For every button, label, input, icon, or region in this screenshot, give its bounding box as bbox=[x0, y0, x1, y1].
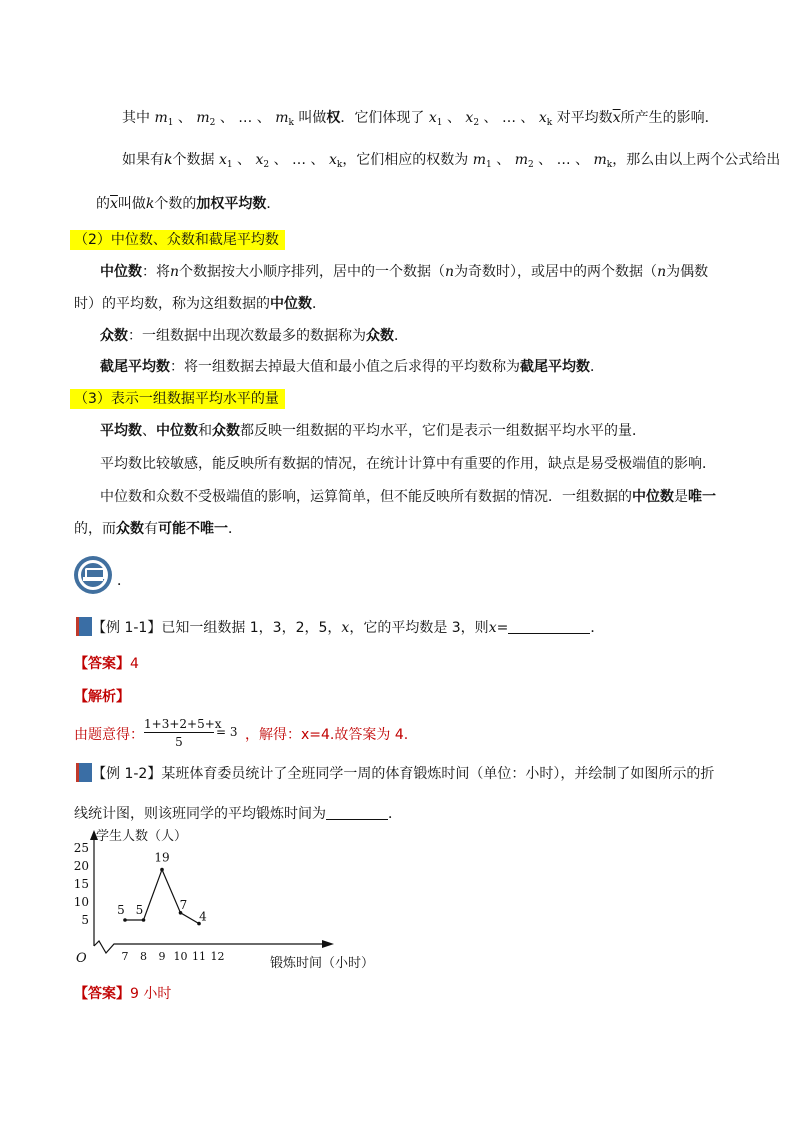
analysis-label: 【解析】 bbox=[74, 689, 130, 705]
text: ． bbox=[312, 296, 326, 312]
weights-paragraph bbox=[122, 109, 719, 132]
var-mk: $m_k$ bbox=[275, 110, 294, 128]
y-axis-title: 学生人数（人） bbox=[96, 829, 188, 844]
term-weighted-mean: 加权平均数 bbox=[196, 196, 267, 212]
example-1-1-question bbox=[92, 619, 604, 637]
example-1-2-question bbox=[92, 765, 714, 783]
var-x: x bbox=[341, 620, 350, 636]
data-label: 5 bbox=[135, 903, 144, 917]
ellipsis: … bbox=[556, 152, 571, 168]
text: ．它们体现了 bbox=[340, 110, 425, 126]
fraction-denominator: 5 bbox=[175, 735, 183, 749]
y-tick-label: 20 bbox=[73, 859, 89, 873]
text: 为奇数时），或居中的两个数据（ bbox=[454, 264, 658, 280]
text: ：将一组数据去掉最大值和最小值之后求得的平均数称为 bbox=[170, 359, 520, 375]
var-k: k bbox=[164, 152, 173, 168]
text: 为偶数 bbox=[666, 264, 709, 280]
x-tick-label: 12 bbox=[210, 950, 225, 963]
text: 对平均数 bbox=[556, 110, 613, 126]
k-data-paragraph bbox=[122, 151, 780, 174]
data-label: 4 bbox=[199, 909, 207, 924]
chart-marks bbox=[117, 851, 207, 926]
term: 可能不唯一 bbox=[158, 521, 228, 537]
term: 截尾平均数 bbox=[100, 359, 170, 375]
chart-axes bbox=[74, 828, 374, 971]
answer-value: 9 小时 bbox=[130, 986, 172, 1002]
sep: 、 bbox=[273, 152, 288, 168]
text: 都反映一组数据的平均水平，它们是表示一组数据平均水平的量． bbox=[240, 423, 646, 439]
var-xbar: $\overline{x}$ bbox=[110, 196, 118, 212]
sep: 、 bbox=[237, 152, 252, 168]
text: ． bbox=[388, 806, 402, 822]
term: 众数 bbox=[116, 521, 144, 537]
data-point bbox=[123, 918, 127, 922]
text: ． bbox=[590, 359, 604, 375]
text: ． bbox=[228, 521, 242, 537]
term: 中位数 bbox=[270, 296, 312, 312]
text: 个数的 bbox=[154, 196, 197, 212]
solution-fraction bbox=[144, 716, 222, 751]
var-xk: $x_k$ bbox=[328, 152, 343, 170]
var-xbar: $\overline{x}$ bbox=[612, 110, 621, 126]
icon-dot: ． bbox=[117, 573, 131, 589]
sep: 、 bbox=[446, 110, 461, 126]
text: ． bbox=[394, 328, 408, 344]
term-weight: 权 bbox=[326, 110, 341, 126]
example-1-2-question-cont bbox=[74, 805, 402, 823]
y-tick-label: 10 bbox=[73, 895, 89, 909]
summary-paragraph bbox=[100, 422, 646, 440]
var-x1: $x_1$ bbox=[218, 152, 233, 170]
median-mode-paragraph-cont bbox=[74, 520, 242, 538]
text: 是 bbox=[674, 489, 688, 505]
example-section-icon bbox=[74, 556, 112, 594]
text: 叫做 bbox=[298, 110, 327, 126]
data-point bbox=[142, 918, 146, 922]
var-m1: $m_1$ bbox=[472, 152, 492, 170]
text: 中位数和众数不受极端值的影响，运算简单，但不能反映所有数据的情况．一组数据的 bbox=[100, 489, 632, 505]
x-axis-line bbox=[94, 941, 324, 953]
answer-value: 4 bbox=[130, 656, 139, 672]
sep: 、 bbox=[575, 152, 590, 168]
book-icon bbox=[76, 763, 92, 782]
var-x: x bbox=[488, 620, 497, 636]
answer-label: 【答案】 bbox=[74, 656, 130, 672]
sep: 、 bbox=[520, 110, 535, 126]
text: ：将 bbox=[142, 264, 170, 280]
data-point bbox=[160, 868, 164, 872]
term: 平均数 bbox=[100, 423, 142, 439]
y-tick-label: 25 bbox=[73, 841, 89, 855]
median-definition-cont bbox=[74, 295, 326, 313]
var-mk: $m_k$ bbox=[593, 152, 613, 170]
text: 有 bbox=[144, 521, 158, 537]
text: ，它们相应的权数为 bbox=[342, 152, 469, 168]
term: 众数 bbox=[212, 423, 240, 439]
example-1-1-answer bbox=[74, 655, 139, 673]
text: 某班体育委员统计了全班同学一周的体育锻炼时间（单位：小时），并绘制了如图所示的折 bbox=[161, 766, 715, 782]
y-tick-label: 15 bbox=[73, 877, 89, 891]
ellipsis: … bbox=[501, 110, 516, 126]
x-tick-label: 10 bbox=[173, 950, 188, 963]
sep: 、 bbox=[538, 152, 553, 168]
sep: 、 bbox=[496, 152, 511, 168]
text: ． bbox=[590, 620, 605, 636]
median-definition bbox=[100, 263, 708, 281]
line-chart bbox=[66, 826, 396, 976]
weighted-mean-line bbox=[96, 195, 280, 213]
ellipsis: … bbox=[292, 152, 307, 168]
data-label: 5 bbox=[117, 903, 125, 917]
text: 所产生的影响． bbox=[620, 110, 719, 126]
var-x1: $x_1$ bbox=[428, 110, 443, 128]
var-x2: $x_2$ bbox=[465, 110, 480, 128]
text: 个数据按大小顺序排列，居中的一个数据（ bbox=[179, 264, 446, 280]
y-tick-label: 5 bbox=[81, 913, 89, 927]
x-axis-arrow bbox=[322, 940, 334, 948]
text: 如果有 bbox=[122, 152, 164, 168]
text: = bbox=[496, 620, 509, 636]
text: ，它的平均数是 3，则 bbox=[349, 620, 489, 636]
trimmed-mean-definition bbox=[100, 358, 604, 376]
var-n: n bbox=[170, 264, 180, 280]
section-2-heading: （2）中位数、众数和截尾平均数 bbox=[70, 230, 285, 250]
var-m1: $m_1$ bbox=[154, 110, 174, 128]
answer-label: 【答案】 bbox=[74, 986, 130, 1002]
origin-label: O bbox=[76, 951, 87, 966]
answer-blank bbox=[326, 805, 388, 820]
section-3-heading: （3）表示一组数据平均水平的量 bbox=[70, 389, 285, 409]
mean-paragraph: 平均数比较敏感，能反映所有数据的情况，在统计计算中有重要的作用，缺点是易受极端值的影响． bbox=[100, 456, 716, 472]
var-x2: $x_2$ bbox=[255, 152, 270, 170]
text: 时）的平均数，称为这组数据的 bbox=[74, 296, 270, 312]
fraction-numerator: 1+3+2+5+x bbox=[144, 717, 222, 731]
data-label: 19 bbox=[154, 850, 170, 865]
var-n: n bbox=[657, 264, 667, 280]
answer-blank bbox=[508, 619, 590, 634]
text: 的 bbox=[96, 196, 110, 212]
var-m2: $m_2$ bbox=[196, 110, 216, 128]
x-tick-label: 8 bbox=[140, 950, 147, 963]
x-axis-title: 锻炼时间（小时） bbox=[270, 956, 375, 971]
sep: 、 bbox=[483, 110, 498, 126]
fraction-equals: = 3 bbox=[216, 725, 238, 739]
example-1-2-answer bbox=[74, 985, 171, 1003]
text: ：一组数据中出现次数最多的数据称为 bbox=[128, 328, 366, 344]
text: 个数据 bbox=[172, 152, 215, 168]
term: 中位数 bbox=[156, 423, 198, 439]
text: 已知一组数据 1，3，2，5， bbox=[161, 620, 342, 636]
example-label: 【例 1-2】 bbox=[92, 766, 162, 782]
var-xk: $x_k$ bbox=[538, 110, 553, 128]
solution-prefix: 由题意得： bbox=[74, 727, 144, 743]
text: ，那么由以上两个公式给出 bbox=[612, 152, 781, 168]
median-mode-paragraph bbox=[100, 488, 716, 506]
term: 唯一 bbox=[688, 489, 716, 505]
mode-definition bbox=[100, 327, 408, 345]
term: 中位数 bbox=[100, 264, 142, 280]
text: 和 bbox=[198, 423, 212, 439]
solution-suffix: ，解得：x=4.故答案为 4. bbox=[245, 727, 409, 743]
term: 中位数 bbox=[632, 489, 674, 505]
x-tick-label: 7 bbox=[121, 950, 129, 963]
sep: 、 bbox=[310, 152, 325, 168]
var-k: k bbox=[145, 196, 155, 212]
sep: 、 bbox=[177, 110, 192, 126]
term: 众数 bbox=[366, 328, 394, 344]
text: 其中 bbox=[122, 110, 150, 126]
text: ． bbox=[266, 196, 281, 212]
var-m2: $m_2$ bbox=[514, 152, 534, 170]
sep: 、 bbox=[219, 110, 234, 126]
book-icon bbox=[76, 617, 92, 636]
text: 、 bbox=[142, 423, 156, 439]
example-label: 【例 1-1】 bbox=[92, 620, 162, 636]
x-tick-label: 9 bbox=[158, 950, 166, 963]
term: 众数 bbox=[100, 328, 128, 344]
term: 截尾平均数 bbox=[520, 359, 590, 375]
var-n: n bbox=[445, 264, 455, 280]
data-label: 7 bbox=[179, 897, 188, 912]
text: 的，而 bbox=[74, 521, 116, 537]
ellipsis: … bbox=[238, 110, 253, 126]
text: 线统计图，则该班同学的平均锻炼时间为 bbox=[74, 806, 326, 822]
sep: 、 bbox=[256, 110, 271, 126]
text: 叫做 bbox=[117, 196, 146, 212]
x-tick-label: 11 bbox=[192, 950, 206, 963]
